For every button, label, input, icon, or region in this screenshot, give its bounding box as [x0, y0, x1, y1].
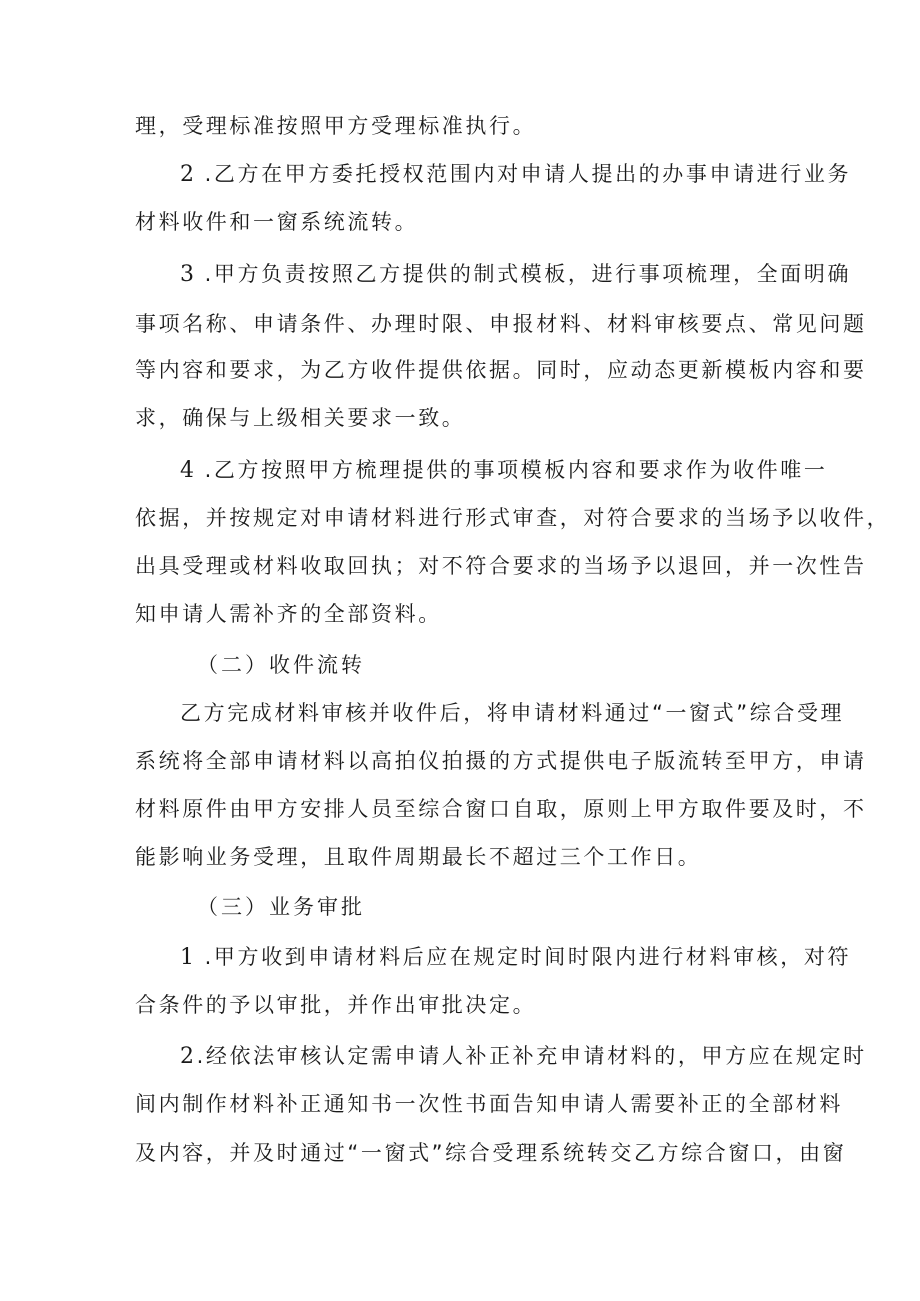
item-number: 1	[180, 945, 197, 970]
item-number: 4	[180, 458, 197, 483]
text-line: 等内容和要求，为乙方收件提供依据。同时，应动态更新模板内容和要	[135, 358, 867, 382]
text-line: 能影响业务受理，且取件周期最长不超过三个工作日。	[135, 845, 702, 869]
text-line: 系统将全部申请材料以高拍仪拍摄的方式提供电子版流转至甲方，申请	[135, 749, 867, 773]
text-line: 1 .甲方收到申请材料后应在规定时间时限内进行材料审核，对符	[180, 945, 852, 970]
text-line: 4 .乙方按照甲方梳理提供的事项模板内容和要求作为收件唯一	[180, 458, 828, 483]
text-line: 知申请人需补齐的全部资料。	[135, 602, 442, 626]
item-number: 3	[180, 262, 197, 287]
section-heading: （二）收件流转	[197, 653, 365, 677]
text-line: 合条件的予以审批，并作出审批决定。	[135, 993, 537, 1017]
text-line: 求，确保与上级相关要求一致。	[135, 406, 466, 430]
item-number: 2	[180, 1044, 197, 1069]
section-heading: （三）业务审批	[197, 895, 365, 919]
text-line: 理，受理标准按照甲方受理标准执行。	[135, 114, 537, 138]
text-line: 间内制作材料补正通知书一次性书面告知申请人需要补正的全部材料	[135, 1092, 843, 1116]
text-line: 乙方完成材料审核并收件后，将申请材料通过“一窗式”综合受理	[180, 701, 845, 725]
text-line: 2 .乙方在甲方委托授权范围内对申请人提出的办事申请进行业务	[180, 162, 852, 187]
text-line: 出具受理或材料收取回执；对不符合要求的当场予以退回，并一次性告	[135, 554, 867, 578]
text-line: 及内容，并及时通过“一窗式”综合受理系统转交乙方综合窗口，由窗	[135, 1141, 847, 1165]
text-line: 3 .甲方负责按照乙方提供的制式模板，进行事项梳理，全面明确	[180, 262, 852, 287]
text-line: 2.经依法审核认定需申请人补正补充申请材料的，甲方应在规定时	[180, 1044, 867, 1069]
text-line: 材料原件由甲方安排人员至综合窗口自取，原则上甲方取件要及时，不	[135, 797, 867, 821]
text-line: 材料收件和一窗系统流转。	[135, 210, 419, 234]
text-line: 依据，并按规定对申请材料进行形式审查，对符合要求的当场予以收件，	[135, 506, 891, 530]
text-line: 事项名称、申请条件、办理时限、申报材料、材料审核要点、常见问题	[135, 312, 867, 336]
item-number: 2	[180, 162, 197, 187]
